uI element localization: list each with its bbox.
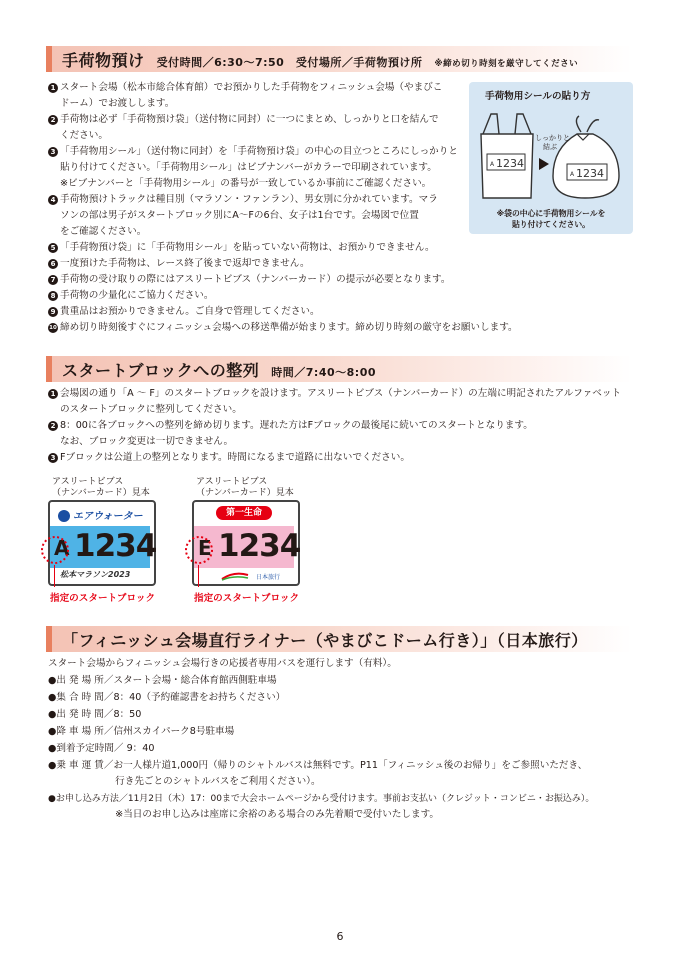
tied-sticker-number: 1234 xyxy=(576,167,604,180)
bus-detail-row: 行き先ごとのシャトルバスをご利用ください）。 xyxy=(48,776,321,787)
start-block-section-header xyxy=(46,356,632,382)
sponsor-logo-icon xyxy=(58,510,70,522)
tied-sticker-block: A xyxy=(570,171,575,178)
item-number: 7 xyxy=(48,275,58,285)
start-block-title: スタートブロックへの整列 xyxy=(62,361,260,380)
bus-detail-row: ●出 発 時 間／8：50 xyxy=(48,709,142,720)
arrow-right-icon xyxy=(539,158,549,170)
sticker-box-note: ※袋の中心に手荷物用シールを 貼り付けてください。 xyxy=(496,209,606,229)
item-number: 8 xyxy=(48,291,58,301)
item-number: 4 xyxy=(48,195,58,205)
marker-label-a: 指定のスタートブロック xyxy=(50,593,156,604)
baggage-list xyxy=(48,80,518,336)
list-item: 6 一度預けた手荷物は、レース終了後まで返却できません。 xyxy=(48,256,518,272)
baggage-title: 手荷物預け xyxy=(62,51,145,70)
bus-detail-row: ●集 合 時 間／8：40（予約確認書をお持ちください） xyxy=(48,692,286,703)
bib-footer-sponsor: 日本旅行 xyxy=(256,574,281,581)
item-number: 5 xyxy=(48,243,58,253)
tie-label-2: 結ぶ xyxy=(543,143,557,151)
bus-title: 「フィニッシュ会場直行ライナー（やまびこドーム行き）」（日本旅行） xyxy=(62,631,588,650)
bib-block-letter: E xyxy=(198,536,212,560)
item-number: 3 xyxy=(48,147,58,157)
bus-section-header xyxy=(46,626,632,652)
baggage-title-row xyxy=(62,48,578,71)
bib-event-name: 松本マラソン2023 xyxy=(60,570,131,579)
bib-sponsor-row: エアウォーター xyxy=(58,507,143,521)
sticker-instruction-box xyxy=(469,82,633,234)
bus-detail-row: ●お申し込み方法／11月2日（木）17：00まで大会ホームページから受付けます。事前お支払い（クレジット・コンビニ・お振込み）。 xyxy=(48,794,595,804)
item-number: 3 xyxy=(48,453,58,463)
baggage-note: ※締め切り時刻を厳守してください xyxy=(434,59,579,69)
tie-label-1: しっかりと xyxy=(535,134,570,142)
baggage-time: 受付時間／6:30〜7:50 受付場所／手荷物預け所 xyxy=(156,56,423,69)
list-item: 1 会場図の通り「A 〜 F」のスタートブロックを設けます。アスリートビブス（ナンバーカード）の左端に明記されたアルファベット xyxy=(48,386,621,402)
page-number: 6 xyxy=(336,930,344,943)
bag-sticker-number: 1234 xyxy=(496,157,524,170)
swoosh-logo-icon xyxy=(220,571,250,581)
open-bag-icon xyxy=(481,114,533,198)
item-number: 9 xyxy=(48,307,58,317)
bib-block-letter: A xyxy=(54,536,70,560)
item-number: 2 xyxy=(48,115,58,125)
list-item-continued: ドーム）でお渡しします。 xyxy=(60,98,175,109)
bib-number: 1234 xyxy=(74,528,157,564)
list-item: 1 スタート会場（松本市総合体育館）でお預かりした手荷物をフィニッシュ会場（やまびこ xyxy=(48,80,518,96)
sticker-box-title: 手荷物用シールの貼り方 xyxy=(485,91,591,102)
list-item-continued: をご確認ください。 xyxy=(60,226,147,237)
bus-detail-row: ※当日のお申し込みは座席に余裕のある場合のみ先着順で受付いたします。 xyxy=(48,809,440,820)
list-item: 7 手荷物の受け取りの際にはアスリートビブス（ナンバーカード）の提示が必要となります。 xyxy=(48,272,518,288)
tied-bag-icon xyxy=(553,116,619,198)
list-item: 2 8：00に各ブロックへの整列を締め切ります。遅れた方はFブロックの最後尾に続いてのスタートとなります。 xyxy=(48,418,621,434)
list-item-continued: なお、ブロック変更は一切できません。 xyxy=(60,436,234,447)
marker-label-e: 指定のスタートブロック xyxy=(194,593,300,604)
bib-caption-1: アスリートビブス （ナンバーカード）見本 xyxy=(52,477,150,498)
bus-detail-row: ●降 車 場 所／信州スカイパーク8号駐車場 xyxy=(48,726,235,737)
marker-line-e xyxy=(198,565,199,587)
bus-detail-row: ●到着予定時間／ 9：40 xyxy=(48,743,155,754)
bib-caption-2: アスリートビブス （ナンバーカード）見本 xyxy=(196,477,294,498)
baggage-section-header xyxy=(46,46,632,72)
bib-sponsor-badge: 第一生命 xyxy=(216,506,272,520)
list-item: 3 「手荷物用シール」（送付物に同封）を「手荷物預け袋」の中心の目立つところにしっかりと xyxy=(48,144,518,160)
list-item-continued: のスタートブロックに整列してください。 xyxy=(60,404,242,415)
block-marker-circle-a xyxy=(40,535,70,565)
list-item: 9 貴重品はお預かりできません。ご自身で管理してください。 xyxy=(48,304,518,320)
marker-line-a xyxy=(54,565,55,587)
item-number: 6 xyxy=(48,259,58,269)
start-block-list xyxy=(48,386,621,466)
bag-illustration xyxy=(469,106,633,206)
list-item: 2 手荷物は必ず「手荷物預け袋」（送付物に同封）に一つにまとめ、しっかりと口を結んで xyxy=(48,112,518,128)
bus-detail-row: ●乗 車 運 賃／お一人様片道1,000円（帰りのシャトルバスは無料です。P11「フィニッシュ後のお帰り」をご参照いただき、 xyxy=(48,760,588,771)
block-marker-circle-e xyxy=(184,535,214,565)
list-item: 10 締め切り時刻後すぐにフィニッシュ会場への移送準備が始まります。締め切り時刻の厳守をお願いします。 xyxy=(49,322,518,333)
item-number: 1 xyxy=(48,389,58,399)
list-item-continued: ※ビブナンバーと「手荷物用シール」の番号が一致しているか事前にご確認ください。 xyxy=(60,178,432,189)
list-item: 5 「手荷物預け袋」に「手荷物用シール」を貼っていない荷物は、お預かりできません。 xyxy=(48,240,518,256)
item-number: 1 xyxy=(48,83,58,93)
bus-detail-row: ●出 発 場 所／スタート会場・総合体育館西側駐車場 xyxy=(48,675,277,686)
item-number: 2 xyxy=(48,421,58,431)
bus-intro: スタート会場からフィニッシュ会場行きの応援者専用バスを運行します（有料）。 xyxy=(48,658,397,669)
start-block-time: 時間／7:40〜8:00 xyxy=(271,366,377,379)
list-item-continued: 貼り付けてください。「手荷物用シール」はビブナンバーがカラーで印刷されています。 xyxy=(60,162,437,173)
list-item-continued: ソンの部は男子がスタートブロック別にA〜Fの6台、女子は1台です。会場図で位置 xyxy=(60,210,419,221)
start-block-title-row xyxy=(62,358,376,381)
list-item: 8 手荷物の少量化にご協力ください。 xyxy=(48,288,518,304)
list-item: 4 手荷物預けトラックは種目別（マラソン・ファンラン）、男女別に分かれています。マラ xyxy=(48,192,518,208)
bib-number: 1234 xyxy=(218,528,301,564)
list-item-continued: ください。 xyxy=(60,130,108,141)
item-number: 10 xyxy=(49,324,57,331)
list-item: 3 Fブロックは公道上の整列となります。時間になるまで道路に出ないでください。 xyxy=(48,450,621,466)
bag-sticker-block: A xyxy=(490,161,495,168)
